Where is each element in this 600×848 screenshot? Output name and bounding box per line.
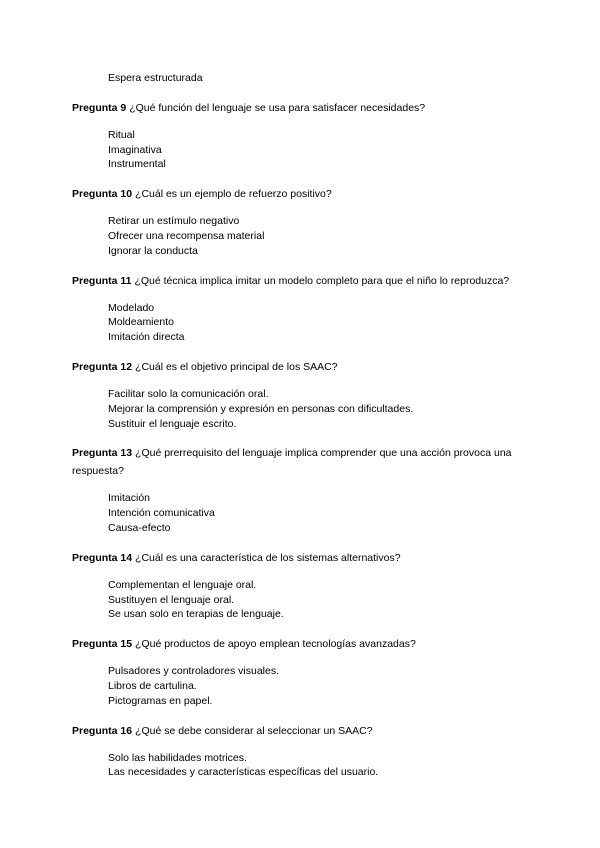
question-label: Pregunta 9 (72, 101, 127, 114)
option-text: Complementan el lenguaje oral. (108, 578, 257, 591)
question-text: ¿Qué se debe considerar al seleccionar un SAAC? (135, 724, 373, 737)
question-13 (72, 444, 512, 480)
question-text: ¿Qué prerrequisito del lenguaje implica comprender que una acción provoca una respuesta? (72, 447, 512, 478)
question-11 (72, 272, 512, 290)
option-text: Imitación directa (108, 331, 185, 344)
question-label: Pregunta 13 (72, 447, 133, 460)
question-15 (72, 635, 512, 653)
question-label: Pregunta 14 (72, 551, 133, 564)
question-text: ¿Qué función del lenguaje se usa para satisfacer necesidades? (129, 101, 426, 114)
option-text: Imitación (108, 492, 151, 505)
question-14-options (108, 578, 600, 622)
option-text: Ofrecer una recompensa material (108, 229, 265, 242)
option-text: Moldeamiento (108, 316, 174, 329)
option-text: Instrumental (108, 158, 166, 171)
question-label: Pregunta 10 (72, 188, 133, 201)
question-text: ¿Qué técnica implica imitar un modelo completo para que el niño lo reproduzca? (134, 274, 510, 287)
question-16 (72, 722, 512, 740)
question-label: Pregunta 16 (72, 724, 133, 737)
option-text: Ignorar la conducta (108, 244, 198, 257)
option-text: Facilitar solo la comunicación oral. (108, 387, 269, 400)
option-text: Ritual (108, 128, 135, 141)
question-11-options (108, 301, 600, 345)
question-text: ¿Cuál es el objetivo principal de los SAAC? (135, 360, 338, 373)
option-text: Causa-efecto (108, 521, 171, 534)
question-label: Pregunta 11 (72, 274, 132, 287)
question-10-options (108, 214, 600, 258)
option-text: Pulsadores y controladores visuales. (108, 665, 280, 678)
option-text: Sustituir el lenguaje escrito. (108, 417, 237, 430)
question-10 (72, 185, 512, 203)
question-label: Pregunta 15 (72, 638, 133, 651)
question-text: ¿Cuál es un ejemplo de refuerzo positivo? (135, 188, 332, 201)
question-12-options (108, 387, 600, 431)
option-text: Intención comunicativa (108, 507, 215, 520)
question-15-options (108, 664, 600, 708)
question-9-options (108, 128, 600, 172)
option-text: Espera estructurada (108, 72, 203, 84)
question-9 (72, 99, 512, 117)
question-text: ¿Qué productos de apoyo emplean tecnologías avanzadas? (135, 638, 416, 651)
option-text: Se usan solo en terapias de lenguaje. (108, 608, 284, 621)
option-text: Modelado (108, 301, 155, 314)
option-text: Imaginativa (108, 143, 162, 156)
option-text: Solo las habilidades motrices. (108, 751, 247, 764)
option-text: Libros de cartulina. (108, 679, 197, 692)
question-14 (72, 549, 512, 567)
option-text: Pictogramas en papel. (108, 694, 213, 707)
question-16-options (108, 751, 600, 781)
question-text: ¿Cuál es una característica de los sistemas alternativos? (135, 551, 401, 564)
question-13-options (108, 491, 600, 535)
question-label: Pregunta 12 (72, 360, 133, 373)
option-text: Retirar un estímulo negativo (108, 215, 240, 228)
option-text: Mejorar la comprensión y expresión en personas con dificultades. (108, 402, 414, 415)
option-text: Sustituyen el lenguaje oral. (108, 593, 235, 606)
question-12 (72, 358, 512, 376)
leading-options-list (108, 71, 600, 86)
option-text: Las necesidades y características específicas del usuario. (108, 766, 379, 779)
